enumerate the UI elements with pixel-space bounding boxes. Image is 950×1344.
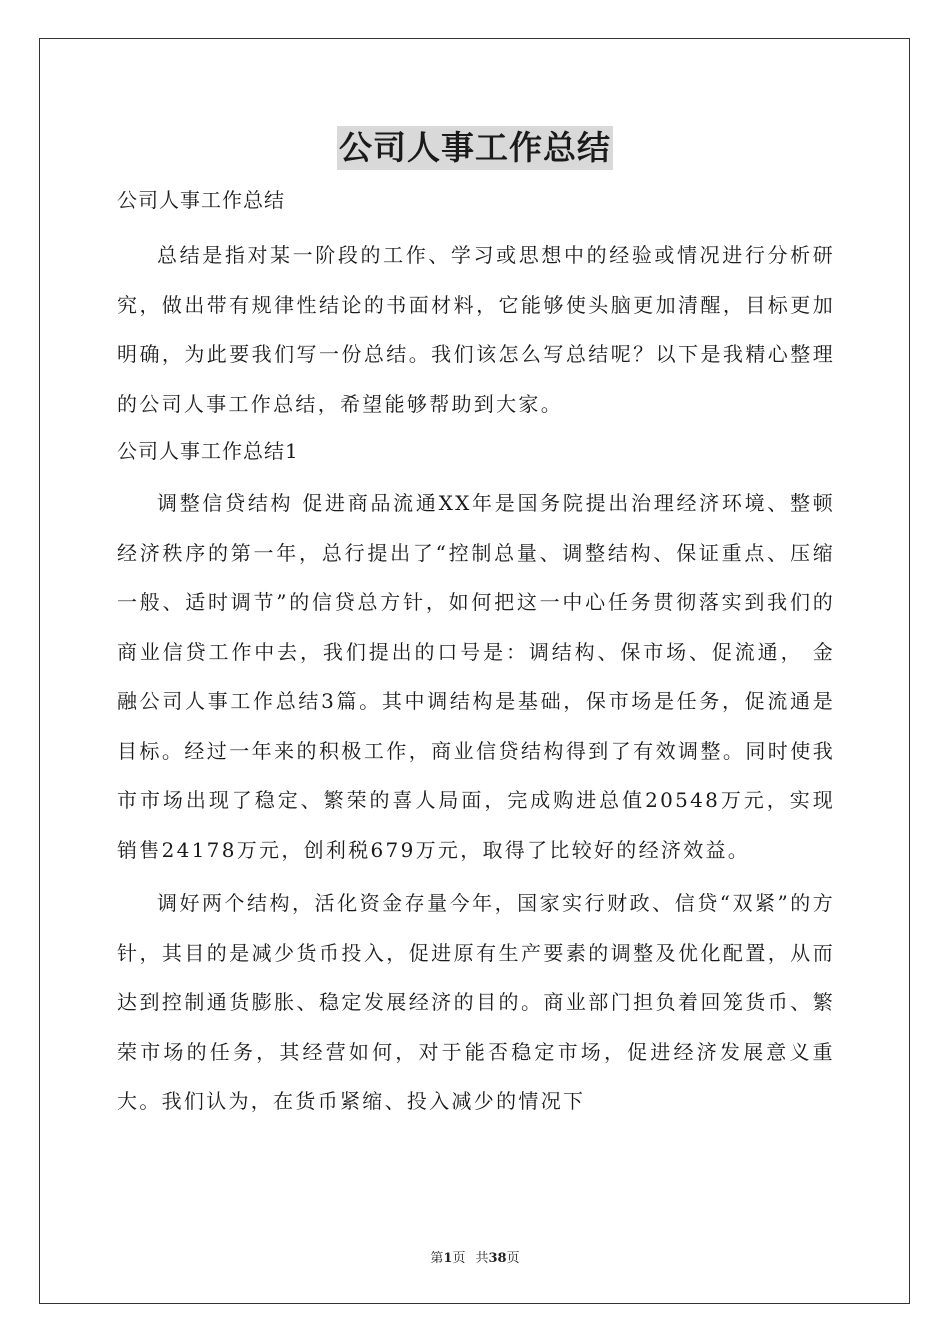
total-suffix: 页 <box>506 1251 520 1266</box>
title-container <box>0 126 950 170</box>
page-number: 1 <box>443 1251 453 1266</box>
body-paragraph-2: 调好两个结构，活化资金存量今年，国家实行财政、信贷“双紧”的方针，其目的是减少货币投入，促进原有生产要素的调整及优化配置，从而达到控制通货膨胀、稳定发展经济的目的。商业部门担负着回笼货币、繁荣市场的任务，其经营如何，对于能否稳定市场，促进经济发展意义重大。我们认为，在货币紧缩、投入减少的情况下 <box>117 891 835 1113</box>
intro-paragraph: 总结是指对某一阶段的工作、学习或思想中的经验或情况进行分析研究，做出带有规律性结论的书面材料，它能够使头脑更加清醒，目标更加明确，为此要我们写一份总结。我们该怎么写总结呢？以下是我精心整理的公司人事工作总结，希望能够帮助到大家。 <box>117 243 835 416</box>
document-subtitle: 公司人事工作总结 <box>117 188 285 212</box>
document-title: 公司人事工作总结 <box>337 126 613 170</box>
total-prefix: 共 <box>475 1251 489 1266</box>
page-total: 38 <box>488 1251 507 1266</box>
page-footer <box>0 1247 950 1266</box>
page-suffix: 页 <box>452 1251 466 1266</box>
body-paragraph-1: 调整信贷结构 促进商品流通XX年是国务院提出治理经济环境、整顿经济秩序的第一年，总行提出了“控制总量、调整结构、保证重点、压缩一般、适时调节”的信贷总方针，如何把这一中心任务贯彻落实到我们的商业信贷工作中去，我们提出的口号是：调结构、保市场、促流通， 金融公司人事工作总结3篇。其中调结构是基础，保市场是任务，促流通是目标。经过一年来的积极工作，商业信贷结构得到了有效调整。同时使我市市场出现了稳定、繁荣的喜人局面，完成购进总值20548万元，实现销售24178万元，创利税679万元，取得了比较好的经济效益。 <box>117 491 835 862</box>
page-prefix: 第 <box>430 1251 444 1266</box>
section-heading: 公司人事工作总结1 <box>117 439 299 463</box>
document-body <box>117 180 835 1127</box>
